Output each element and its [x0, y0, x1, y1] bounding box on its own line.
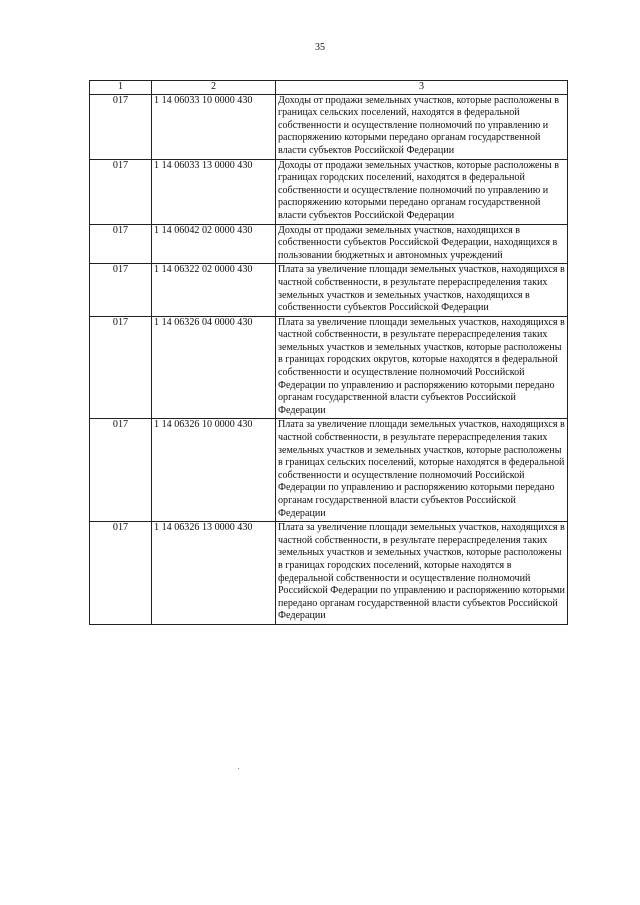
- description-cell: Плата за увеличение площади земельных участков, находящихся в частной собственности, в результате перераспределения таких земельных участков и земельных участков, находящихся в собственности субъектов Российской Федерации: [276, 264, 568, 316]
- revenue-code-cell: 1 14 06033 10 0000 430: [152, 94, 276, 159]
- revenue-code-cell: 1 14 06042 02 0000 430: [152, 224, 276, 264]
- page-number: 35: [315, 42, 325, 53]
- description-cell: Доходы от продажи земельных участков, находящихся в собственности субъектов Российской Федерации, находящихся в пользовании бюджетных и автономных учреждений: [276, 224, 568, 264]
- admin-code-cell: 017: [90, 419, 152, 522]
- revenue-code-cell: 1 14 06326 04 0000 430: [152, 316, 276, 419]
- column-number-1: 1: [90, 81, 152, 95]
- column-number-3: 3: [276, 81, 568, 95]
- admin-code-cell: 017: [90, 94, 152, 159]
- admin-code-cell: 017: [90, 224, 152, 264]
- revenue-code-cell: 1 14 06326 13 0000 430: [152, 522, 276, 625]
- table-row: [90, 419, 568, 522]
- revenue-code-cell: 1 14 06326 10 0000 430: [152, 419, 276, 522]
- admin-code-cell: 017: [90, 159, 152, 224]
- revenue-codes-table: [89, 80, 568, 625]
- admin-code-cell: 017: [90, 522, 152, 625]
- revenue-code-cell: 1 14 06322 02 0000 430: [152, 264, 276, 316]
- table-header-row: [90, 81, 568, 95]
- admin-code-cell: 017: [90, 264, 152, 316]
- description-cell: Плата за увеличение площади земельных участков, находящихся в частной собственности, в результате перераспределения таких земельных участков и земельных участков, которые расположены в границах городских округов, которые находятся в федеральной собственности и осуществление полномочий Российской Федерации по управлению и распоряжению которыми передано органам государственной власти субъектов Российской Федерации: [276, 316, 568, 419]
- table-row: [90, 316, 568, 419]
- description-cell: Плата за увеличение площади земельных участков, находящихся в частной собственности, в результате перераспределения таких земельных участков и земельных участков, которые расположены в границах городских поселений, которые находятся в федеральной собственности и осуществление полномочий Российской Федерации по управлению и распоряжению которыми передано органам государственной власти субъектов Российской Федерации: [276, 522, 568, 625]
- table-row: [90, 94, 568, 159]
- column-number-2: 2: [152, 81, 276, 95]
- scan-speck: [238, 768, 239, 769]
- table-row: [90, 159, 568, 224]
- description-cell: Плата за увеличение площади земельных участков, находящихся в частной собственности, в результате перераспределения таких земельных участков и земельных участков, которые расположены в границах сельских поселений, которые находятся в федеральной собственности и осуществление полномочий Российской Федерации по управлению и распоряжению которыми передано органам государственной власти субъектов Российской Федерации: [276, 419, 568, 522]
- table-row: [90, 522, 568, 625]
- description-cell: Доходы от продажи земельных участков, которые расположены в границах городских поселений, находятся в федеральной собственности и осуществление полномочий по управлению и распоряжению которыми передано органам государственной власти субъектов Российской Федерации: [276, 159, 568, 224]
- description-cell: Доходы от продажи земельных участков, которые расположены в границах сельских поселений, находятся в федеральной собственности и осуществление полномочий по управлению и распоряжению которыми передано органам государственной власти субъектов Российской Федерации: [276, 94, 568, 159]
- admin-code-cell: 017: [90, 316, 152, 419]
- table-row: [90, 264, 568, 316]
- table-row: [90, 224, 568, 264]
- revenue-code-cell: 1 14 06033 13 0000 430: [152, 159, 276, 224]
